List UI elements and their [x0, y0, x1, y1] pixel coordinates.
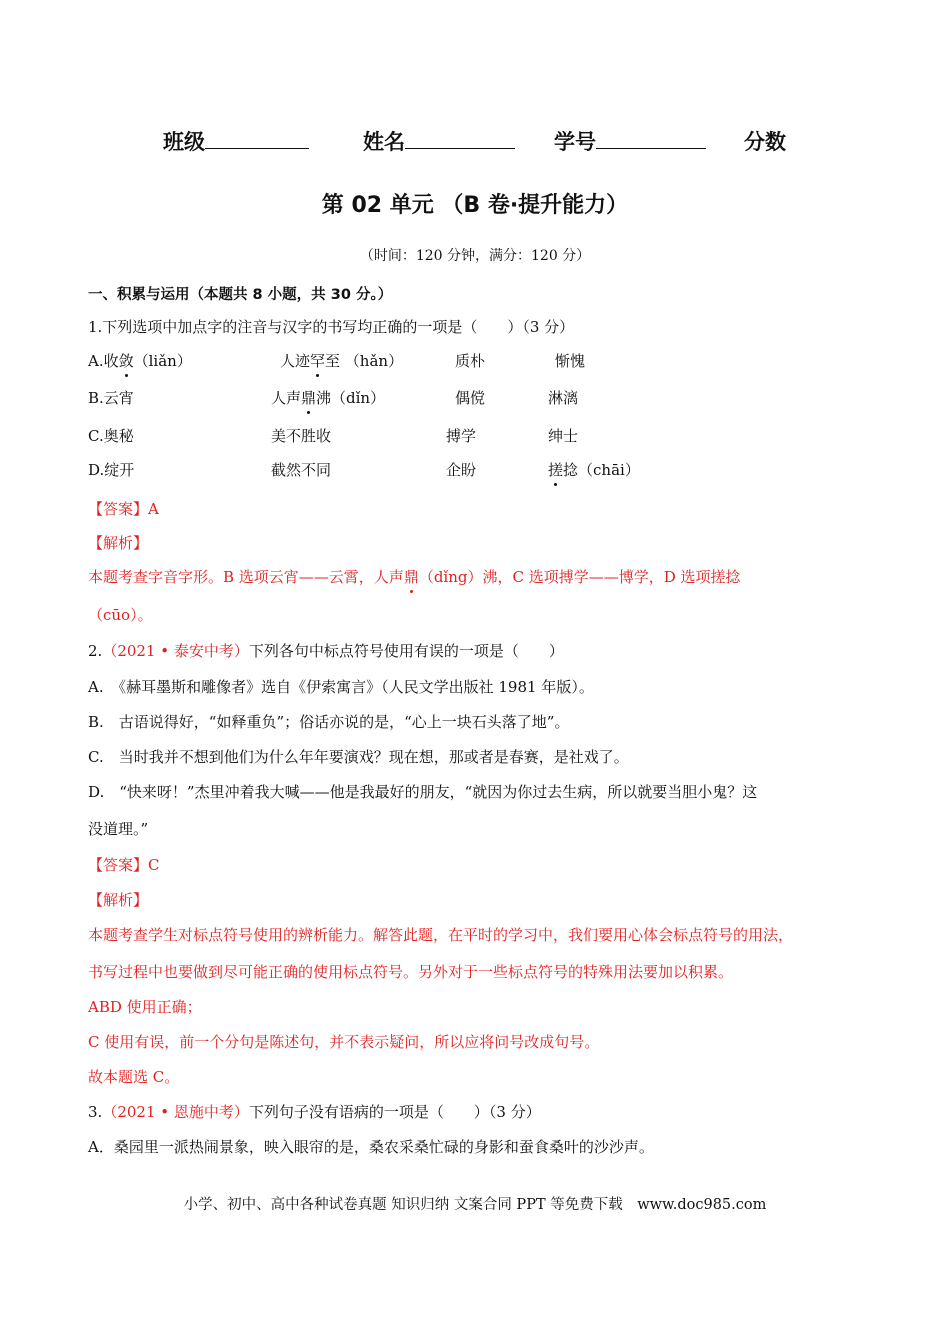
q1-option-b-3: 偶傥: [455, 389, 486, 407]
q1-option-a-4: 惭愧: [555, 352, 586, 370]
q2-option-a: A. 《赫耳墨斯和雕像者》选自《伊索寓言》（人民文学出版社 1981 年版）。: [88, 678, 594, 696]
q1-analysis-line1: 本题考查字音字形。B 选项云宵——云霄，人声鼎（dǐng）沸，C 选项搏学——博学，D 选项搓捻: [88, 568, 741, 586]
q2-analysis-label: 【解析】: [88, 891, 149, 909]
q2-analysis-line2: 书写过程中也要做到尽可能正确的使用标点符号。另外对于一些标点符号的特殊用法要加以积累。: [88, 963, 734, 981]
q1-stem: 1.下列选项中加点字的注音与汉字的书写均正确的一项是（ ）（3 分）: [88, 318, 575, 336]
q1-answer: 【答案】A: [88, 500, 159, 518]
q1-option-c-1: C.奥秘: [88, 427, 134, 445]
q1-option-b-1: B.云宵: [88, 389, 134, 407]
q1-option-c-4: 绅士: [548, 427, 579, 445]
q2-answer: 【答案】C: [88, 856, 160, 874]
q2-stem-line: [88, 640, 564, 661]
name-blank: [405, 130, 515, 149]
q2-source: （2021 • 泰安中考）: [102, 642, 249, 660]
q1-option-d-4: 搓捻（chāi）: [548, 461, 640, 479]
q1-analysis-line2: （cūo）。: [88, 606, 153, 624]
id-blank: [596, 130, 706, 149]
q1-option-a-2: 人迹罕至 （hǎn）: [280, 352, 404, 370]
q2-analysis-line1: 本题考查学生对标点符号使用的辨析能力。解答此题，在平时的学习中，我们要用心体会标点符号的用法，: [88, 926, 794, 944]
id-field: [554, 126, 706, 156]
q1-option-d-2: 截然不同: [271, 461, 332, 479]
q2-option-d-line2: 没道理。”: [88, 820, 149, 838]
name-label: 姓名: [363, 130, 405, 154]
q2-option-b: B. 古语说得好，“如释重负”；俗话亦说的是，“心上一块石头落了地”。: [88, 713, 570, 731]
q1-option-c-2: 美不胜收: [271, 427, 332, 445]
q2-analysis-line4: C 使用有误，前一个分句是陈述句，并不表示疑问，所以应将问号改成句号。: [88, 1033, 600, 1051]
q3-option-a: A．桑园里一派热闹景象，映入眼帘的是，桑农采桑忙碌的身影和蚕食桑叶的沙沙声。: [88, 1138, 654, 1156]
q1-option-b-2: 人声鼎沸（dǐn）: [271, 389, 386, 407]
q3-number: 3.: [88, 1103, 103, 1121]
q2-option-c: C. 当时我并不想到他们为什么年年要演戏？现在想，那或者是春赛，是社戏了。: [88, 748, 629, 766]
q1-option-c-3: 搏学: [446, 427, 477, 445]
q1-option-d-3: 企盼: [446, 461, 477, 479]
page-title: 第 02 单元 （B 卷·提升能力）: [321, 193, 629, 218]
section-heading: 一、积累与运用（本题共 8 小题，共 30 分。）: [88, 287, 393, 303]
q1-option-b-4: 淋漓: [548, 389, 579, 407]
q2-analysis-line3: ABD 使用正确；: [88, 998, 202, 1016]
time-info: （时间：120 分钟，满分：120 分）: [359, 248, 591, 264]
q1-option-a-1: A.收敛（liǎn）: [88, 352, 192, 370]
class-blank: [205, 130, 309, 149]
score-label: 分数: [744, 130, 786, 154]
q2-stem: 下列各句中标点符号使用有误的一项是（ ）: [248, 642, 564, 660]
class-field: [163, 126, 309, 156]
q1-option-d-1: D.绽开: [88, 461, 135, 479]
q3-source: （2021 • 恩施中考）: [102, 1103, 249, 1121]
q3-stem-line: [88, 1101, 541, 1122]
name-field: [363, 126, 515, 156]
id-label: 学号: [554, 130, 596, 154]
q3-stem: 下列句子没有语病的一项是（ ）（3 分）: [248, 1103, 541, 1121]
page-footer: 小学、初中、高中各种试卷真题 知识归纳 文案合同 PPT 等免费下载 www.doc985.com: [183, 1197, 767, 1213]
q1-analysis-label: 【解析】: [88, 534, 149, 552]
q2-option-d-line1: D. “快来呀！”杰里冲着我大喊——他是我最好的朋友，“就因为你过去生病，所以就要当胆小鬼？这: [88, 783, 758, 801]
q2-analysis-line5: 故本题选 C。: [88, 1068, 180, 1086]
q2-number: 2.: [88, 642, 103, 660]
q1-option-a-3: 质朴: [455, 352, 486, 370]
class-label: 班级: [163, 130, 205, 154]
